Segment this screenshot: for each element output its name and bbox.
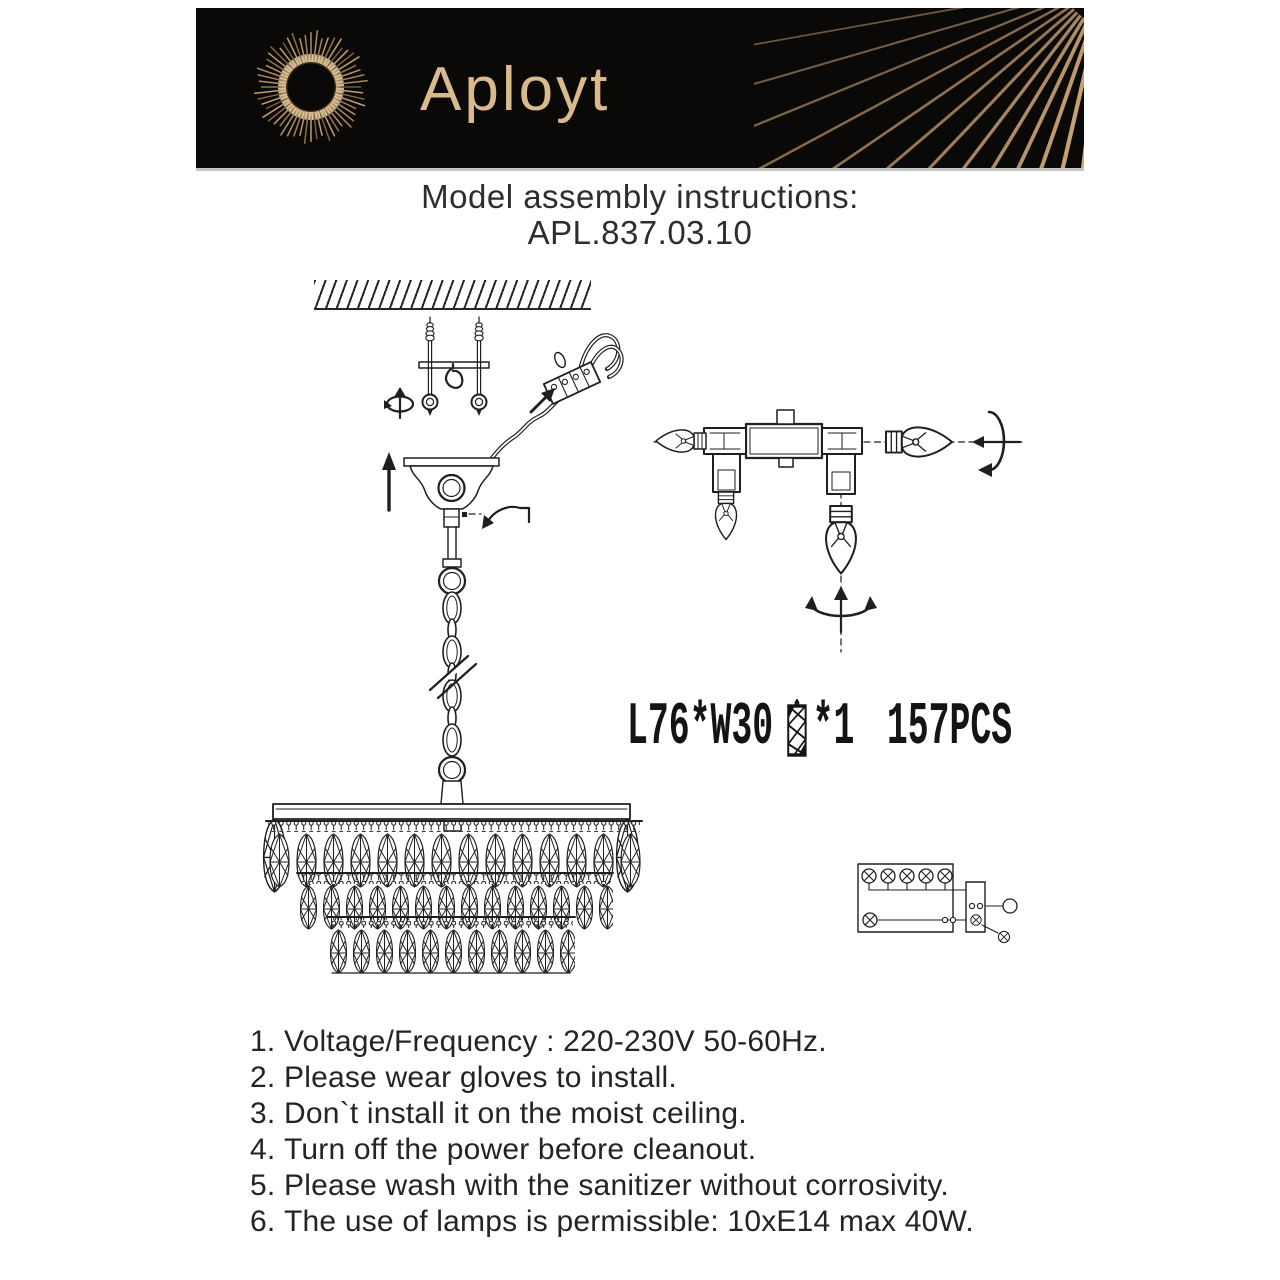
- candle-bulb: [656, 430, 706, 452]
- arm-body: [746, 424, 822, 458]
- lamp-symbol: [862, 869, 876, 883]
- instruction-number: 3.: [250, 1097, 276, 1130]
- crystal-bead-band: [299, 874, 611, 884]
- parts-dimensions: L76*W30: [627, 694, 774, 762]
- instruction-text: Don`t install it on the moist ceiling.: [284, 1097, 747, 1130]
- canopy-plate: [404, 458, 499, 466]
- canopy-ring: [439, 475, 465, 501]
- chain-diagram: [430, 527, 476, 804]
- candle-bulb: [886, 427, 952, 456]
- junction-circle: [1003, 899, 1017, 913]
- lamp-symbol: [900, 869, 914, 883]
- canopy-neck: [444, 509, 459, 527]
- instruction-number: 4.: [250, 1133, 276, 1166]
- model-number: APL.837.03.10: [527, 214, 753, 251]
- lamp-socket: [713, 454, 740, 492]
- candle-bulb: [826, 506, 856, 574]
- instruction-item: [250, 1132, 974, 1168]
- instruction-number: 1.: [250, 1025, 276, 1058]
- lamp-symbol: [938, 869, 952, 883]
- ceiling-mount-diagram: [384, 317, 489, 418]
- instruction-text: The use of lamps is permissible: 10xE14 max 40W.: [284, 1205, 974, 1238]
- page-title: Model assembly instructions:: [421, 178, 859, 215]
- instruction-item: [250, 1168, 974, 1204]
- brand-name: Aployt: [420, 55, 611, 124]
- instruction-item: [250, 1024, 974, 1060]
- chandelier-top-plate: [273, 804, 630, 819]
- lamp-socket: [704, 428, 746, 454]
- instruction-item: [250, 1096, 974, 1132]
- screw-in-arrow-right: [972, 412, 1020, 477]
- instruction-text: Voltage/Frequency : 220-230V 50-60Hz.: [284, 1025, 827, 1058]
- instruction-item: [250, 1060, 974, 1096]
- crystal-bead-band: [268, 822, 640, 832]
- crystal-bead-band: [329, 918, 573, 928]
- lamp-socket: [827, 454, 855, 494]
- chandelier-drawing: [264, 804, 642, 974]
- terminal-connector: [544, 362, 600, 404]
- lamp-symbol: [881, 869, 895, 883]
- wire-sleeve: [553, 351, 568, 369]
- turn-arrow: [462, 507, 529, 529]
- lamp-symbol: [863, 913, 877, 927]
- canopy-and-connector-diagram: [382, 335, 622, 529]
- crystal-prism-icon: [786, 699, 808, 757]
- candle-bulb: [715, 492, 736, 540]
- rotate-screw-icon: [384, 387, 413, 418]
- parts-spec: [627, 694, 1012, 762]
- instruction-list: [250, 1024, 974, 1240]
- arm-assembly-diagram: [654, 410, 1022, 652]
- screw-in-arrow-bottom: [805, 586, 877, 632]
- instruction-text: Turn off the power before cleanout.: [284, 1133, 757, 1166]
- instruction-number: 6.: [250, 1205, 276, 1238]
- lamp-symbol: [998, 931, 1009, 942]
- parts-total-pieces: 157PCS: [886, 694, 1013, 762]
- instruction-number: 2.: [250, 1061, 276, 1094]
- instruction-item: [250, 1204, 974, 1240]
- lamp-symbol: [919, 869, 933, 883]
- instruction-text: Please wear gloves to install.: [284, 1061, 677, 1094]
- parts-crystal-count: *1: [812, 694, 855, 762]
- instruction-text: Please wash with the sanitizer without corrosivity.: [284, 1169, 949, 1202]
- crystal-tier-3: [327, 928, 575, 974]
- instruction-number: 5.: [250, 1169, 276, 1202]
- wiring-diagram: [858, 864, 1017, 943]
